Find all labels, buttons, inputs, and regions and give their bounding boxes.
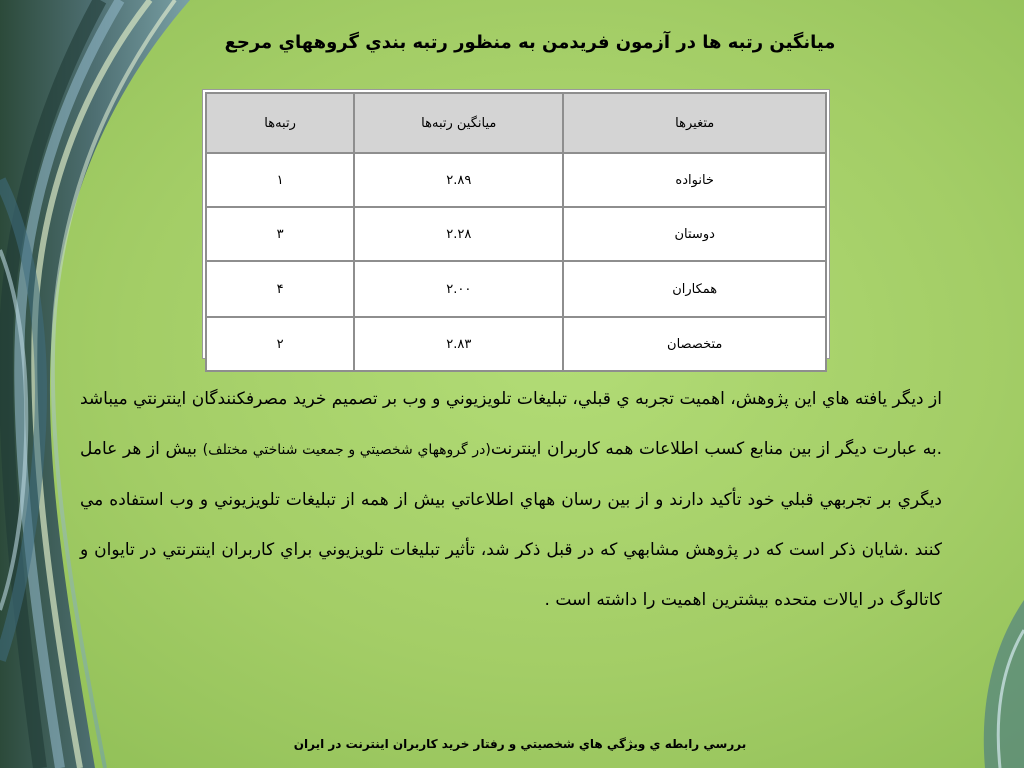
cell-mean: ۲.۲۸: [354, 207, 563, 261]
table-header-row: [206, 93, 826, 153]
slide-footer: بررسي رابطه ي ويژگي هاي شخصيتي و رفتار خريد كاربران اينترنت در ايران: [293, 737, 747, 751]
paragraph-parenthetical: (در گروههاي شخصيتي و جمعيت شناختي مختلف): [202, 442, 491, 458]
header-ranks: رتبه‌ها: [206, 93, 354, 153]
slide-title: ميانگين رتبه ها در آزمون فريدمن به منظور رتبه بندي گروههاي مرجع: [224, 32, 836, 53]
body-paragraph: [80, 374, 942, 625]
cell-variable: دوستان: [563, 207, 826, 261]
cell-rank: ۲: [206, 317, 354, 371]
cell-variable: متخصصان: [563, 317, 826, 371]
cell-variable: همكاران: [563, 261, 826, 317]
paragraph-part-1: از ديگر يافته هاي اين پژوهش، اهميت تجربه ي قبلي، تبليغات تلويزيوني و وب بر تصميم خريد مصرفكنندگان اينترنتي ميباشد .به عبارت ديگر از بين منابع كسب اطلاعات همه كاربران اينترنت: [80, 389, 943, 459]
paragraph-part-3: بيش از هر عامل ديگري بر تجربهي قبلي خود تأكيد دارند و از بين رسان ههاي اطلاعاتي بيش از همه از تبليغات تلويزيوني و وب استفاده مي كنند .شايان ذكر است كه در پژوهش مشابهي كه در قبل ذكر شد، تأثير تبليغات تلويزيوني براي كاربران اينترنتي در تايوان و كاتالوگ در ايالات متحده بيشترين اهميت را داشته است .: [80, 439, 942, 610]
cell-mean: ۲.۸۹: [354, 153, 563, 207]
cell-variable: خانواده: [563, 153, 826, 207]
cell-mean: ۲.۸۳: [354, 317, 563, 371]
header-variables: متغيرها: [563, 93, 826, 153]
table-row: [206, 153, 826, 207]
cell-mean: ۲.۰۰: [354, 261, 563, 317]
header-mean-rank: ميانگين رتبه‌ها: [354, 93, 563, 153]
table-row: [206, 207, 826, 261]
cell-rank: ۳: [206, 207, 354, 261]
table-row: [206, 261, 826, 317]
ranking-table: [205, 92, 827, 372]
cell-rank: ۴: [206, 261, 354, 317]
ranking-table-container: [202, 89, 830, 359]
cell-rank: ۱: [206, 153, 354, 207]
table-row: [206, 317, 826, 371]
